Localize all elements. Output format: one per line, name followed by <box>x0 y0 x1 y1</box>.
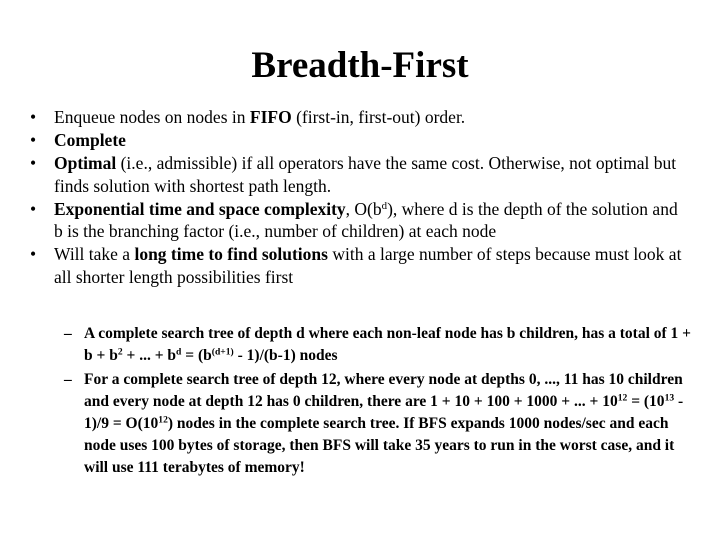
bullet-icon: • <box>30 107 37 127</box>
dash-icon: – <box>64 371 72 388</box>
bullet-emphasis: FIFO <box>249 107 292 127</box>
subbullet-text: = (b <box>181 347 212 364</box>
superscript: d <box>381 199 388 212</box>
bullet-text: , O(b <box>345 198 382 219</box>
bullet-text: (i.e., admissible) if all operators have the same cost. Otherwise, not optimal but finds solution with shortest path length. <box>54 153 677 196</box>
subbullet-list <box>64 323 692 481</box>
bullet-emphasis: Exponential time and space complexity <box>54 198 346 219</box>
subbullet-depth-12-example <box>64 369 692 479</box>
bullet-emphasis: long time to find solutions <box>134 244 328 264</box>
subbullet-text: + ... + b <box>122 347 177 364</box>
superscript: 12 <box>158 414 168 426</box>
bullet-icon: • <box>30 244 37 264</box>
subbullet-text: - 1)/(b-1) nodes <box>233 347 338 364</box>
bullet-icon: • <box>30 130 37 150</box>
bullet-text: ), where d is the depth of the solution and b is the branching factor (i.e., number of children) at each node <box>54 198 678 241</box>
slide-title: Breadth-First <box>251 45 469 86</box>
bullet-complexity <box>30 198 690 243</box>
subbullet-text: For a complete search tree of depth 12, where every node at depths 0, ..., 11 has 10 children and every node at depth 12 has 0 children, there are 1 + 10 + 100 + 1000 + ... + 10 <box>84 371 683 410</box>
bullet-text: (first-in, first-out) order. <box>291 107 466 127</box>
subbullet-text: ) nodes in the complete search tree. If BFS expands 1000 nodes/sec and each node uses 100 bytes of storage, then BFS will take 35 years to run in the worst case, and it will use 111 terabytes of memory! <box>84 415 675 476</box>
bullet-text: Will take a <box>54 244 135 264</box>
subbullet-text: = (10 <box>627 393 665 410</box>
superscript: 13 <box>664 392 675 404</box>
bullet-text: with a large number of steps because must look at all shorter length possibilities first <box>54 244 682 287</box>
subbullet-text: - 1)/9 = O(10 <box>84 393 684 432</box>
superscript: (d+1) <box>211 346 234 358</box>
subbullet-tree-size <box>64 323 692 367</box>
bullet-emphasis: Optimal <box>54 153 117 173</box>
superscript: 2 <box>117 346 123 358</box>
dash-icon: – <box>64 325 72 342</box>
subbullet-text: A complete search tree of depth d where each non-leaf node has b children, has a total of 1 + b + b <box>84 325 691 364</box>
bullet-complete <box>30 129 690 152</box>
bullet-long-time <box>30 243 690 288</box>
bullet-text: Enqueue nodes on nodes in <box>54 107 250 127</box>
bullet-fifo <box>30 106 690 129</box>
bullet-list <box>30 106 690 289</box>
bullet-optimal <box>30 152 690 197</box>
bullet-icon: • <box>30 153 37 173</box>
superscript: 12 <box>617 392 628 404</box>
bullet-emphasis: Complete <box>54 130 126 150</box>
bullet-icon: • <box>30 198 37 219</box>
superscript: d <box>176 346 182 358</box>
